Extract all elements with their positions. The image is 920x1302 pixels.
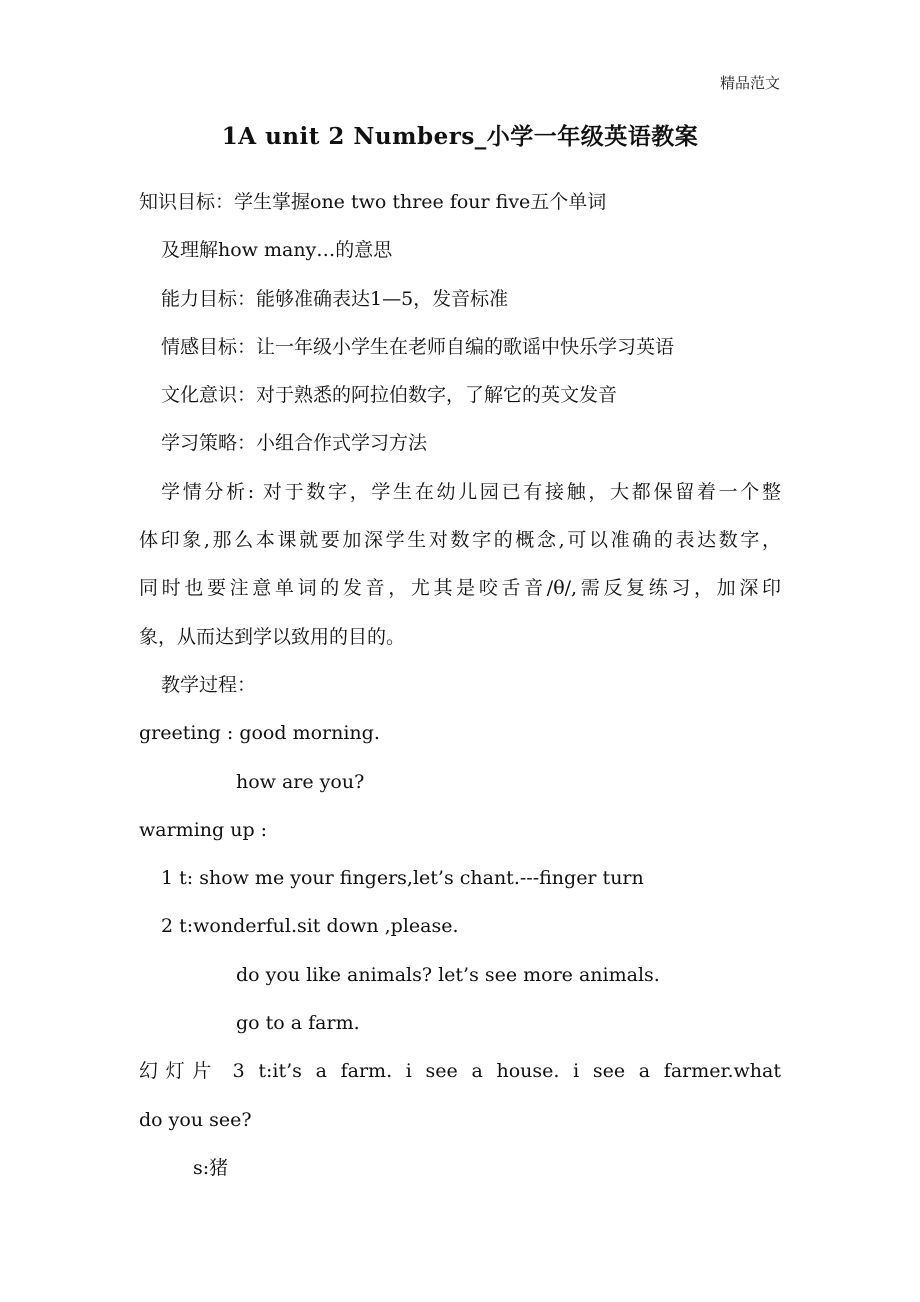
paragraph-line: 学习策略：小组合作式学习方法 — [161, 432, 428, 455]
document-body — [139, 178, 781, 1192]
paragraph-line: do you like animals? let’s see more animals. — [236, 963, 660, 986]
paragraph-line: how are you? — [236, 770, 365, 793]
paragraph-line: 体印象,那么本课就要加深学生对数字的概念,可以准确的表达数字， — [139, 529, 781, 552]
document-title: 1A unit 2 Numbers_小学一年级英语教案 — [221, 123, 699, 150]
paragraph-line: 1 t: show me your fingers,let’s chant.---finger turn — [161, 867, 644, 890]
paragraph-line: 教学过程： — [161, 673, 257, 696]
paragraph-line: 2 t:wonderful.sit down ,please. — [161, 915, 459, 938]
paragraph-line: 同时也要注意单词的发音，尤其是咬舌音/θ/,需反复练习，加深印 — [139, 577, 781, 600]
paragraph-line: 学情分析: 对于数字，学生在幼儿园已有接触，大都保留着一个整 — [161, 480, 781, 503]
paragraph-line: 象，从而达到学以致用的目的。 — [139, 625, 406, 648]
paragraph-line: s:猪 — [193, 1156, 229, 1179]
paragraph-line: do you see? — [139, 1108, 252, 1131]
paragraph-line: go to a farm. — [236, 1012, 360, 1035]
paragraph-line: 情感目标：让一年级小学生在老师自编的歌谣中快乐学习英语 — [161, 335, 675, 358]
paragraph-line: 能力目标：能够准确表达1—5，发音标准 — [161, 287, 509, 310]
header-tag: 精品范文 — [719, 74, 780, 92]
paragraph-line: greeting : good morning. — [139, 722, 380, 745]
paragraph-line: warming up : — [139, 818, 268, 841]
paragraph-line: 文化意识：对于熟悉的阿拉伯数字，了解它的英文发音 — [161, 384, 618, 407]
paragraph-line: 幻灯片 3 t:it’s a farm. i see a house. i see a farmer.what — [139, 1060, 781, 1083]
paragraph-line: 知识目标：学生掌握one two three four five五个单词 — [139, 191, 607, 213]
paragraph-line: 及理解how many…的意思 — [161, 239, 393, 262]
